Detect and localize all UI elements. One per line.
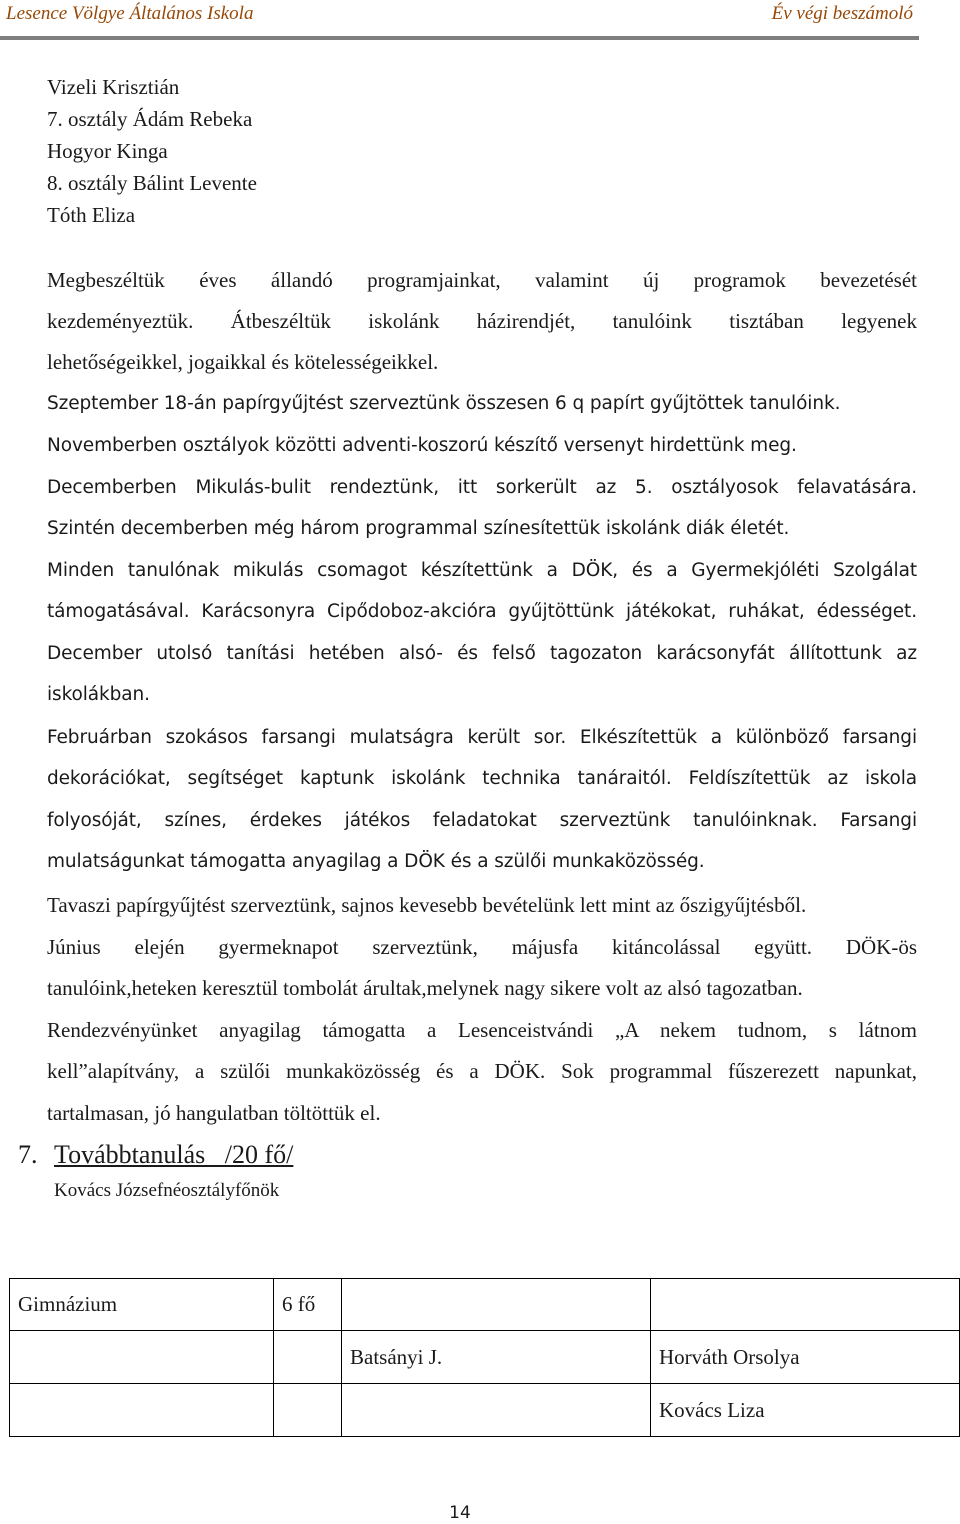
header-school-name: Lesence Völgye Általános Iskola <box>6 3 254 24</box>
header-document-title: Év végi beszámoló <box>771 3 913 24</box>
paragraph-line: tanulóink,heteken keresztül tombolát árultak,melynek nagy sikere volt az alsó tagozatban. <box>47 976 803 1000</box>
paragraph-line: mulatságunkat támogatta anyagilag a DÖK és a szülői munkaközösség. <box>47 851 705 872</box>
table-cell <box>342 1279 651 1331</box>
table-cell <box>342 1384 651 1437</box>
table-cell <box>651 1279 960 1331</box>
name-line: 7. osztály Ádám Rebeka <box>47 107 253 131</box>
table-cell: Kovács Liza <box>651 1384 960 1437</box>
section-title: Továbbtanulás /20 fő/ <box>54 1140 294 1169</box>
name-line: Vizeli Krisztián <box>47 75 180 99</box>
paragraph-line: támogatásával. Karácsonyra Cipődoboz-akcióra gyűjtöttünk játékokat, ruhákat, édességet. <box>47 601 917 622</box>
page-number: 14 <box>449 1503 471 1523</box>
name-line: Hogyor Kinga <box>47 139 168 163</box>
table-cell <box>10 1331 274 1384</box>
paragraph-line: tartalmasan, jó hangulatban töltöttük el. <box>47 1101 381 1125</box>
paragraph-line: Minden tanulónak mikulás csomagot készítettünk a DÖK, és a Gyermekjóléti Szolgálat <box>47 560 917 581</box>
paragraph-line: Decemberben Mikulás-bulit rendeztünk, itt sorkerült az 5. osztályosok felavatására. <box>47 477 917 498</box>
table-row <box>10 1279 960 1331</box>
table-row <box>10 1384 960 1437</box>
paragraph-line: Tavaszi papírgyűjtést szerveztünk, sajnos kevesebb bevételünk lett mint az őszigyűjtésből. <box>47 893 807 917</box>
paragraph-line: dekorációkat, segítséget kaptunk iskolánk technika tanáraitól. Feldíszítettük az iskola <box>47 768 917 789</box>
section-subtitle: Kovács Józsefnéosztályfőnök <box>54 1180 280 1201</box>
paragraph-line: Novemberben osztályok közötti adventi-koszorú készítő versenyt hirdettünk meg. <box>47 435 797 456</box>
paragraph-line: folyosóját, színes, érdekes játékos feladatokat szerveztünk tanulóinknak. Farsangi <box>47 810 917 831</box>
paragraph-line: Június elején gyermeknapot szerveztünk, májusfa kitáncolással együtt. DÖK-ös <box>47 935 917 959</box>
header-rule <box>0 36 919 40</box>
paragraph-line: Szeptember 18-án papírgyűjtést szerveztünk összesen 6 q papírt gyűjtöttek tanulóink. <box>47 393 841 414</box>
name-line: Tóth Eliza <box>47 203 136 227</box>
section-number: 7. <box>18 1140 38 1169</box>
paragraph-line: lehetőségeikkel, jogaikkal és kötelességeikkel. <box>47 350 439 374</box>
paragraph-line: iskolákban. <box>47 684 150 705</box>
page-header <box>0 0 960 40</box>
table-row <box>10 1331 960 1384</box>
paragraph-line: kezdeményeztük. Átbeszéltük iskolánk házirendjét, tanulóink tisztában legyenek <box>47 309 917 333</box>
paragraph-line: Megbeszéltük éves állandó programjainkat, valamint új programok bevezetését <box>47 268 917 292</box>
name-line: 8. osztály Bálint Levente <box>47 171 257 195</box>
table-cell: Horváth Orsolya <box>651 1331 960 1384</box>
paragraph-line: Februárban szokásos farsangi mulatságra került sor. Elkészítettük a különböző farsangi <box>47 727 917 748</box>
table-cell: Batsányi J. <box>342 1331 651 1384</box>
paragraph-line: December utolsó tanítási hetében alsó- és felső tagozaton karácsonyfát állítottunk az <box>47 643 917 664</box>
table-cell <box>10 1384 274 1437</box>
paragraph-line: Szintén decemberben még három programmal színesítettük iskolánk diák életét. <box>47 518 790 539</box>
table-cell: 6 fő <box>274 1279 342 1331</box>
table-cell: Gimnázium <box>10 1279 274 1331</box>
results-table <box>9 1278 960 1437</box>
table-cell <box>274 1331 342 1384</box>
table-cell <box>274 1384 342 1437</box>
paragraph-line: kell”alapítvány, a szülői munkaközösség és a DÖK. Sok programmal fűszerezett napunkat, <box>47 1059 917 1083</box>
paragraph-line: Rendezvényünket anyagilag támogatta a Lesenceistvándi „A nekem tudnom, s látnom <box>47 1018 917 1042</box>
